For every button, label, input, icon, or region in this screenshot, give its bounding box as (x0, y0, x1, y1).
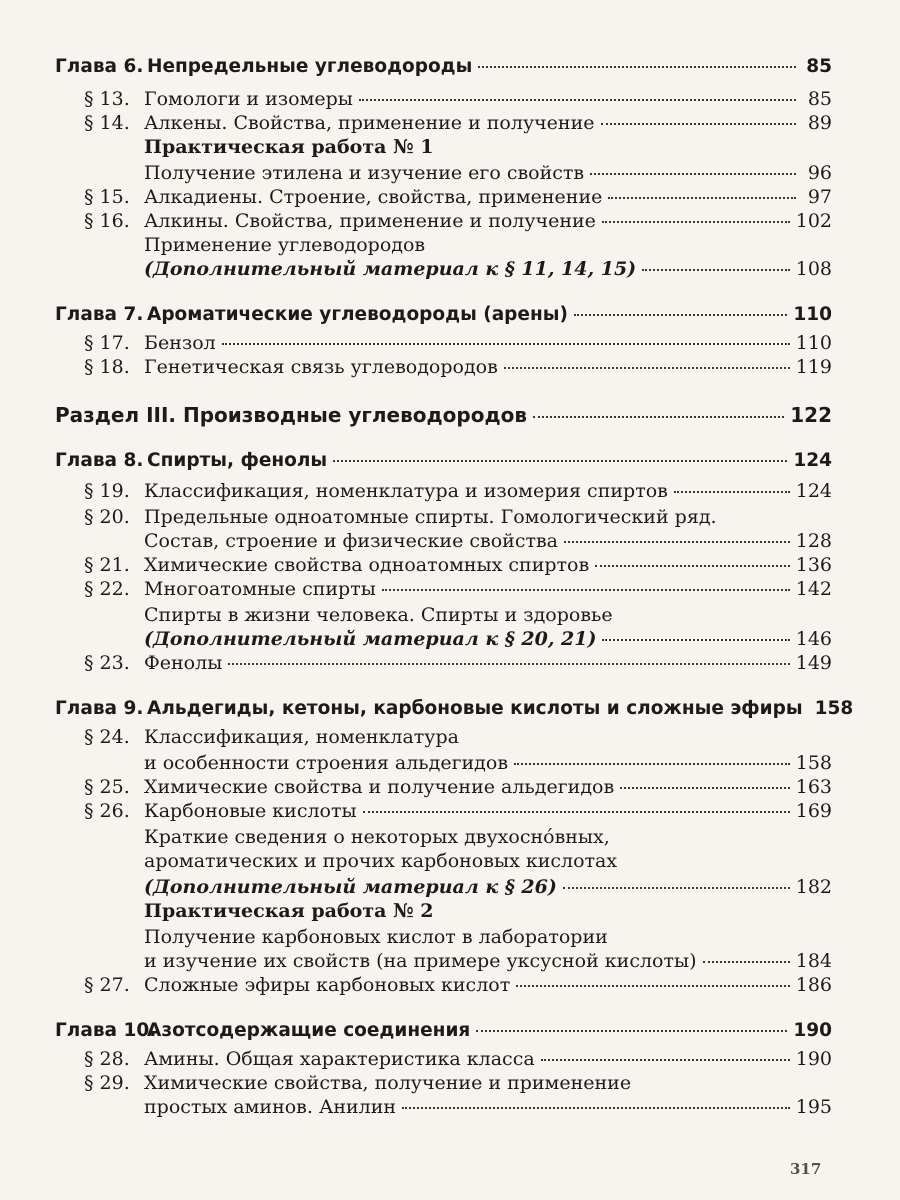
page-number: 317 (790, 1160, 822, 1178)
entry-number: § 24. (84, 726, 130, 748)
dot-leader (642, 269, 790, 271)
dot-leader (620, 787, 790, 789)
dot-leader (514, 763, 790, 765)
entry-title: Спирты в жизни человека. Спирты и здоровье (144, 604, 613, 626)
entry-page: 190 (795, 1048, 832, 1070)
toc-entry (0, 134, 832, 160)
entry-page: 142 (795, 578, 832, 600)
dot-leader (574, 314, 787, 316)
entry-number: Глава 7. (55, 304, 144, 325)
entry-title: Фенолы (144, 652, 223, 674)
entry-number: Глава 9. (55, 698, 144, 719)
dot-leader (601, 123, 797, 125)
dot-leader (402, 1107, 790, 1109)
dot-leader (608, 197, 796, 199)
entry-page: 108 (795, 258, 832, 280)
entry-title: Многоатомные спирты (144, 578, 376, 600)
entry-number: § 28. (84, 1048, 130, 1070)
toc-entry (0, 478, 832, 504)
entry-title: Практическая работа № 1 (144, 136, 434, 158)
entry-title: Генетическая связь углеводородов (144, 356, 498, 378)
entry-page: 146 (795, 628, 832, 650)
toc-entry (0, 208, 832, 234)
entry-title: Применение углеводородов (144, 234, 426, 256)
entry-title: и изучение их свойств (на примере уксусной кислоты) (144, 950, 697, 972)
toc-entry (0, 798, 832, 824)
entry-number: § 20. (84, 506, 130, 528)
entry-number: Глава 10. (55, 1020, 157, 1041)
entry-page: 184 (795, 950, 832, 972)
toc-entry (0, 602, 832, 628)
entry-number: § 26. (84, 800, 130, 822)
toc-entry (0, 750, 832, 776)
dot-leader (595, 565, 790, 567)
entry-title: Альдегиды, кетоны, карбоновые кислоты и сложные эфиры (147, 698, 803, 719)
entry-number: § 29. (84, 1072, 130, 1094)
toc-entry (0, 160, 832, 186)
entry-title: ароматических и прочих карбоновых кислотах (144, 850, 618, 872)
dot-leader (602, 221, 790, 223)
entry-title: Классификация, номенклатура (144, 726, 459, 748)
dot-leader (359, 99, 796, 101)
entry-page: 158 (814, 698, 854, 719)
entry-title: Алкены. Свойства, применение и получение (144, 112, 595, 134)
entry-page: 163 (795, 776, 832, 798)
entry-page: 136 (795, 554, 832, 576)
entry-number: § 19. (84, 480, 130, 502)
toc-entry (0, 184, 832, 210)
entry-title: (Дополнительный материал к § 26) (144, 876, 557, 898)
entry-page: 85 (807, 88, 832, 110)
section-heading (0, 402, 832, 428)
toc-entry (0, 528, 832, 554)
entry-page: 158 (795, 752, 832, 774)
entry-title: (Дополнительный материал к § 20, 21) (144, 628, 597, 650)
toc-entry (0, 924, 832, 950)
entry-title: простых аминов. Анилин (144, 1096, 397, 1118)
toc-entry (0, 848, 832, 874)
entry-number: Глава 8. (55, 450, 144, 471)
entry-number: Глава 6. (55, 56, 144, 77)
entry-title: Химические свойства, получение и применение (144, 1072, 632, 1094)
chapter-heading (0, 1018, 832, 1044)
toc-entry (0, 552, 832, 578)
entry-page: 124 (793, 450, 832, 471)
entry-page: 169 (795, 800, 832, 822)
dot-leader (533, 416, 784, 418)
dot-leader (222, 343, 790, 345)
entry-title: Спирты, фенолы (147, 450, 328, 471)
entry-title: Ароматические углеводороды (арены) (147, 304, 568, 325)
toc-entry (0, 504, 832, 530)
dot-leader (674, 491, 790, 493)
chapter-heading (0, 302, 832, 328)
dot-leader (382, 589, 790, 591)
toc-entry (0, 824, 832, 850)
dot-leader (590, 173, 796, 175)
entry-number: § 22. (84, 578, 130, 600)
toc-entry (0, 1094, 832, 1120)
dot-leader (563, 887, 790, 889)
toc-entry (0, 86, 832, 112)
toc-entry (0, 724, 832, 750)
toc-entry (0, 110, 832, 136)
entry-page: 124 (795, 480, 832, 502)
dot-leader (333, 460, 787, 462)
entry-title: Практическая работа № 2 (144, 900, 434, 922)
toc-entry (0, 232, 832, 258)
entry-number: § 13. (84, 88, 130, 110)
entry-title: Бензол (144, 332, 216, 354)
entry-page: 110 (795, 332, 832, 354)
entry-title: Сложные эфиры карбоновых кислот (144, 974, 511, 996)
entry-title: Химические свойства одноатомных спиртов (144, 554, 590, 576)
dot-leader (478, 66, 796, 68)
toc-entry (0, 1046, 832, 1072)
toc-entry (0, 972, 832, 998)
entry-number: § 18. (84, 356, 130, 378)
entry-number: § 17. (84, 332, 130, 354)
entry-page: 110 (793, 304, 832, 325)
toc-entry (0, 576, 832, 602)
entry-page: 190 (793, 1020, 832, 1041)
entry-page: 96 (807, 162, 832, 184)
entry-title: Амины. Общая характеристика класса (144, 1048, 535, 1070)
entry-page: 149 (795, 652, 832, 674)
entry-title: Алкины. Свойства, применение и получение (144, 210, 596, 232)
toc-entry (0, 626, 832, 652)
entry-page: 119 (795, 356, 832, 378)
toc-entry (0, 874, 832, 900)
entry-title: Гомологи и изомеры (144, 88, 353, 110)
dot-leader (541, 1059, 790, 1061)
entry-page: 128 (795, 530, 832, 552)
dot-leader (703, 961, 790, 963)
entry-page: 102 (795, 210, 832, 232)
entry-number: § 14. (84, 112, 130, 134)
entry-title: Краткие сведения о некоторых двухоснóвных, (144, 826, 610, 848)
toc-entry (0, 1070, 832, 1096)
entry-title: Азотсодержащие соединения (147, 1020, 471, 1041)
entry-number: § 16. (84, 210, 130, 232)
toc-entry (0, 650, 832, 676)
entry-title: Получение карбоновых кислот в лаборатории (144, 926, 608, 948)
dot-leader (476, 1030, 787, 1032)
toc-entry (0, 948, 832, 974)
entry-number: § 15. (84, 186, 130, 208)
entry-page: 186 (795, 974, 832, 996)
entry-page: 195 (795, 1096, 832, 1118)
entry-number: § 21. (84, 554, 130, 576)
dot-leader (602, 639, 789, 641)
entry-title: Раздел III. Производные углеводородов (55, 403, 527, 427)
dot-leader (516, 985, 790, 987)
toc-entry (0, 256, 832, 282)
entry-page: 89 (807, 112, 832, 134)
toc-entry (0, 330, 832, 356)
entry-title: (Дополнительный материал к § 11, 14, 15) (144, 258, 637, 280)
entry-title: Классификация, номенклатура и изомерия спиртов (144, 480, 668, 502)
entry-page: 182 (795, 876, 832, 898)
toc-entry (0, 354, 832, 380)
entry-page: 85 (806, 56, 832, 77)
entry-title: Карбоновые кислоты (144, 800, 357, 822)
entry-number: § 23. (84, 652, 130, 674)
chapter-heading (0, 448, 832, 474)
chapter-heading (0, 54, 832, 80)
entry-title: Непредельные углеводороды (147, 56, 473, 77)
dot-leader (363, 811, 790, 813)
entry-title: и особенности строения альдегидов (144, 752, 509, 774)
dot-leader (504, 367, 790, 369)
dot-leader (564, 541, 790, 543)
toc-entry (0, 898, 832, 924)
entry-title: Предельные одноатомные спирты. Гомологический ряд. (144, 506, 717, 528)
entry-page: 122 (790, 403, 832, 427)
chapter-heading (0, 696, 854, 722)
entry-title: Состав, строение и физические свойства (144, 530, 558, 552)
entry-title: Химические свойства и получение альдегидов (144, 776, 615, 798)
entry-title: Получение этилена и изучение его свойств (144, 162, 585, 184)
toc-entry (0, 774, 832, 800)
entry-number: § 27. (84, 974, 130, 996)
dot-leader (228, 663, 789, 665)
entry-page: 97 (807, 186, 832, 208)
entry-number: § 25. (84, 776, 130, 798)
entry-title: Алкадиены. Строение, свойства, применение (144, 186, 603, 208)
